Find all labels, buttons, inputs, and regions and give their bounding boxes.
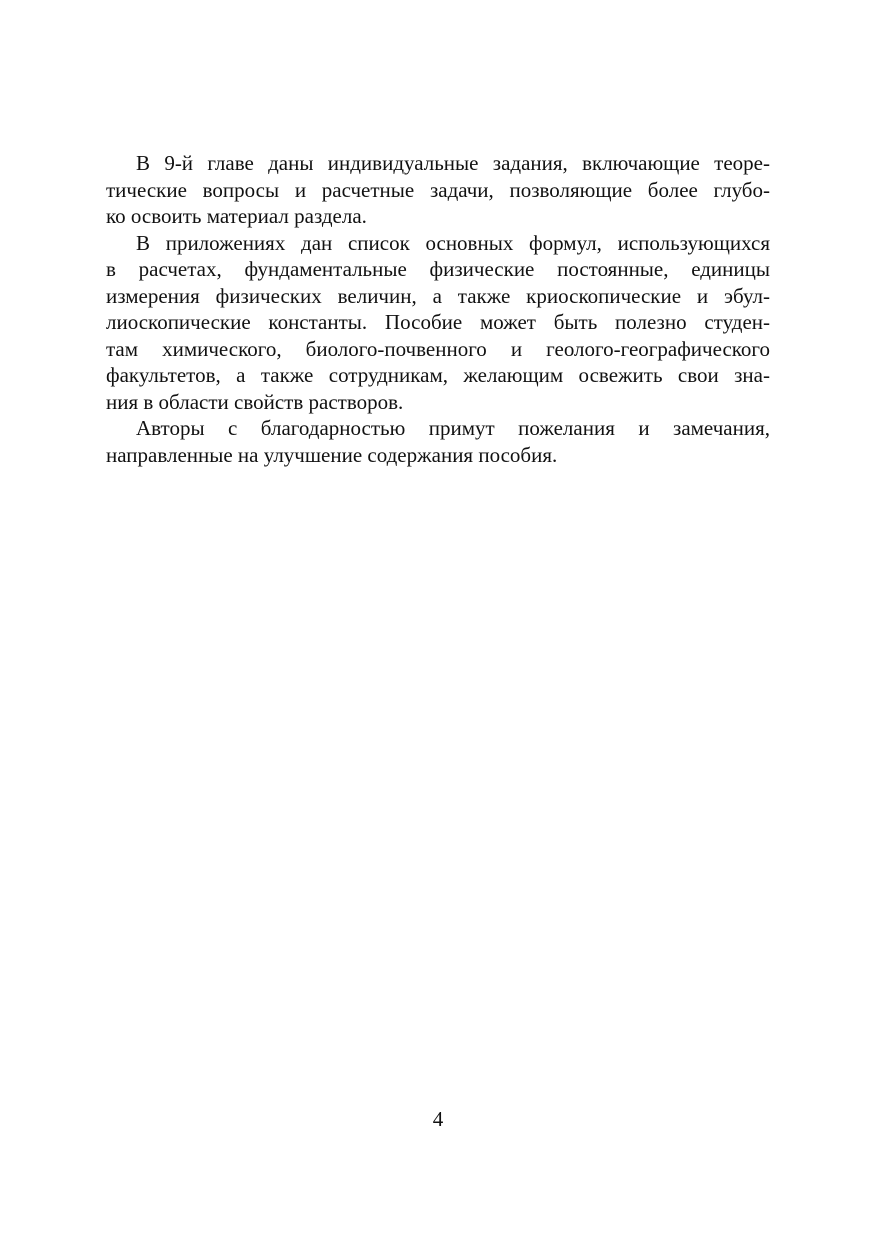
- text-line: В 9-й главе даны индивидуальные задания, включающие теоре-: [136, 151, 770, 175]
- page-number: 4: [432, 1107, 444, 1131]
- paragraph-acknowledgement: [106, 415, 770, 468]
- text-line: измерения физических величин, а также криоскопические и эбул-: [106, 283, 770, 308]
- text-line: тические вопросы и расчетные задачи, позволяющие более глубо-: [106, 177, 770, 202]
- page-body: [106, 150, 770, 468]
- text-line: лиоскопические константы. Пособие может быть полезно студен-: [106, 310, 770, 334]
- text-line: Авторы с благодарностью примут пожелания и замечания,: [136, 416, 770, 440]
- text-line: там химического, биолого-почвенного и геолого-географического: [106, 336, 770, 361]
- text-line: направленные на улучшение содержания пособия.: [106, 442, 558, 467]
- text-line: ко освоить материал раздела.: [106, 204, 367, 228]
- paragraph-chapter-9: [106, 150, 770, 230]
- text-line: В приложениях дан список основных формул, использующихся: [136, 230, 770, 255]
- text-line: ния в области свойств растворов.: [106, 389, 404, 414]
- text-line: факультетов, а также сотрудникам, желающим освежить свои зна-: [106, 363, 770, 387]
- text-line: в расчетах, фундаментальные физические постоянные, единицы: [106, 257, 770, 281]
- paragraph-appendices: [106, 230, 770, 416]
